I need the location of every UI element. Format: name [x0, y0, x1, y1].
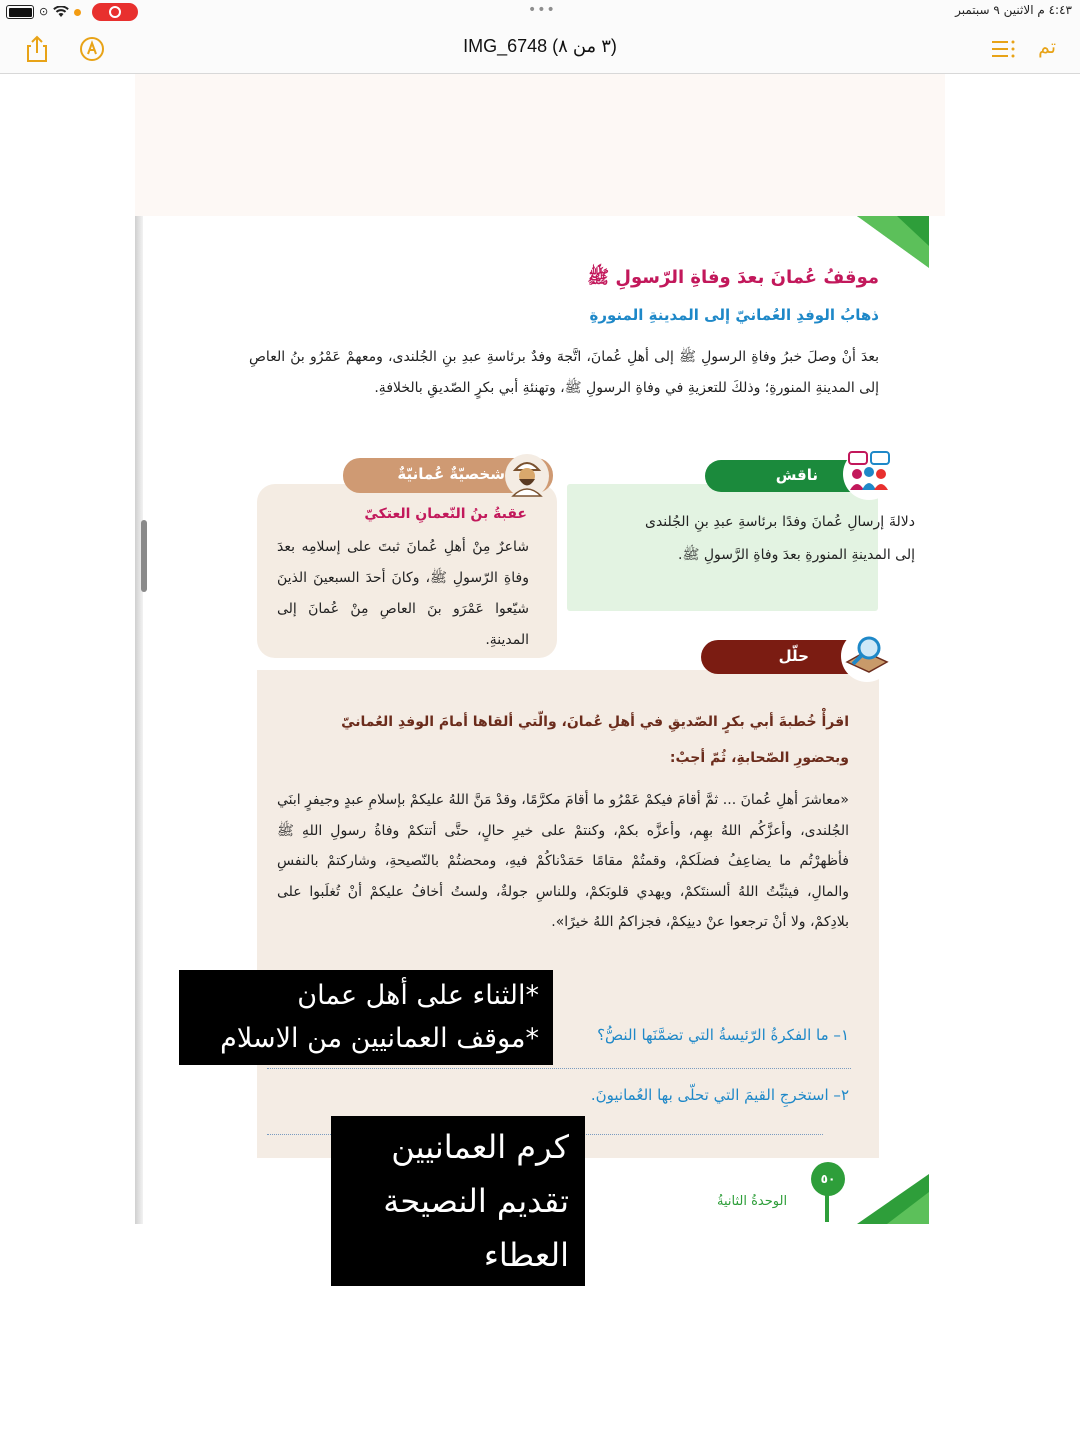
discuss-text: دلالةَ إرسالِ عُمانَ وفدًا برئاسةِ عبدِ بنِ الجُلندى إلى المدينةِ المنورةِ بعدَ وفاةِ الرَّسولِ ﷺ. [645, 514, 915, 563]
annotation-note-2-line-1: كرم العمانيين [391, 1128, 569, 1166]
done-button[interactable]: تم [1038, 36, 1056, 58]
annotation-note-1-line-2: *موقف العمانيين من الاسلام [220, 1023, 539, 1054]
annotation-note-2[interactable] [331, 1116, 585, 1286]
list-icon[interactable] [988, 34, 1018, 64]
unit-label: الوحدةُ الثانيةُ [717, 1194, 788, 1209]
analyze-instruction: اقرأْ خُطبةَ أبي بكرٍ الصّديقِ في أهلِ عُمانَ، والّتي ألقاها أمامَ الوفدِ العُمانيّ وبحضورِ الصّحابةِ، ثُمّ أجبْ: [341, 714, 849, 766]
document-title: IMG_6748 (٣ من ٨) [463, 36, 617, 56]
page-binding-edge [135, 216, 143, 1224]
lesson-title: موقفُ عُمانَ بعدَ وفاةِ الرّسولِ ﷺ [587, 267, 879, 288]
intro-paragraph: بعدَ أنْ وصلَ خبرُ وفاةِ الرسولِ ﷺ إلى أهلِ عُمانَ، اتَّجهَ وفدٌ برئاسةِ عبدِ بنِ الجُلندى، ومعهمْ عَمْرُو بنُ العاصِ إلى المدينةِ المنورةِ؛ وذلكَ للتعزيةِ في وفاةِ الرسولِ ﷺ، وتهنئةِ أبي بكرٍ الصّديقِ بالخلافةِ. [249, 349, 879, 396]
navigation-bar [0, 24, 1080, 74]
annotation-note-2-line-2: تقديم النصيحة [383, 1182, 569, 1220]
wifi-icon [53, 6, 69, 18]
status-time: ٤:٤٣ م الاثنين ٩ سبتمبر [955, 3, 1072, 17]
analyze-header [701, 640, 861, 674]
mic-indicator-icon [74, 9, 81, 16]
abu-bakr-sermon-quote: «معاشرَ أهلِ عُمانَ ... ثمَّ أقامَ فيكمْ عَمْرُو ما أقامَ مكرَّمًا، وقدْ مَنَّ اللهُ عليكمْ بإسلامِ عبدٍ وجيفرٍ ابنَي الجُلندى، وأعزَّكُم اللهُ بهِم، وأعزَّه بكمْ، وكنتمْ على خيرِ حالٍ، حتَّى أتتكمْ وفاةُ رسولِ اللهِ ﷺ فأظهرْتُم ما يضاعِفُ فضلَكمْ، وقمتُمْ مقامًا حَمَدْناكُمْ فيهِ، ومحضتُمْ بالنّصيحةِ، وشاركتمْ بالنفسِ والمالِ، فيثبِّتُ اللهُ ألسنتَكمْ، ويهدي قلوبَكمْ، وللناسِ جولةٌ، ولستُ أخافُ عليكمْ أنْ تُغلَبوا على بلادِكمْ، ولا أنْ ترجعوا عنْ دينِكمْ، فجزاكمُ اللهُ خيرًا». [277, 792, 849, 930]
scroll-indicator[interactable] [141, 520, 147, 592]
green-corner-decoration-bottom [857, 1174, 937, 1224]
discuss-label: ناقش [775, 466, 818, 484]
page-number-badge: ٥٠ [811, 1162, 845, 1196]
discuss-header [705, 460, 860, 492]
green-corner-decoration [857, 216, 937, 272]
question-1: ١– ما الفكرةُ الرّئيسةُ التي تضمَّنَها النصُّ؟ [597, 1026, 849, 1044]
annotation-note-1[interactable] [179, 970, 553, 1065]
orientation-lock-icon: ⊙ [39, 5, 49, 18]
annotation-note-1-line-1: *الثناء على أهل عمان [297, 980, 539, 1011]
page-number-pin [825, 1194, 829, 1222]
multitasking-dots-icon[interactable]: ••• [528, 2, 556, 18]
document-background [135, 74, 945, 216]
omani-figure-icon [503, 452, 551, 500]
analyze-label: حلّل [778, 647, 809, 665]
status-bar [0, 0, 1080, 24]
status-icons [6, 3, 138, 21]
battery-icon [6, 5, 34, 19]
persona-label: شخصيّةٌ عُمانيّةٌ [397, 465, 505, 483]
answer-line-1 [267, 1068, 851, 1069]
lesson-subtitle: ذهابُ الوفدِ العُمانيّ إلى المدينةِ المنورةِ [589, 306, 879, 324]
persona-name: عقبةُ بنُ النّعمانِ العتكيّ [364, 506, 527, 522]
persona-text: شاعرٌ مِنْ أهلِ عُمانَ ثبتَ على إسلامِه بعدَ وفاةِ الرّسولِ ﷺ، وكانَ أحدَ السبعينَ الذينَ شيّعوا عَمْرَو بنَ العاصِ مِنْ عُمانَ إلى المدينةِ. [277, 539, 529, 648]
textbook-page[interactable] [135, 216, 945, 1224]
question-2: ٢– استخرجِ القيمَ التي تحلّى بها العُمانيونَ. [590, 1086, 849, 1104]
screen-recording-icon[interactable] [92, 3, 138, 21]
magnifier-book-icon [839, 628, 895, 684]
discussion-group-icon [841, 446, 897, 502]
annotation-note-2-line-3: العطاء [483, 1236, 569, 1274]
